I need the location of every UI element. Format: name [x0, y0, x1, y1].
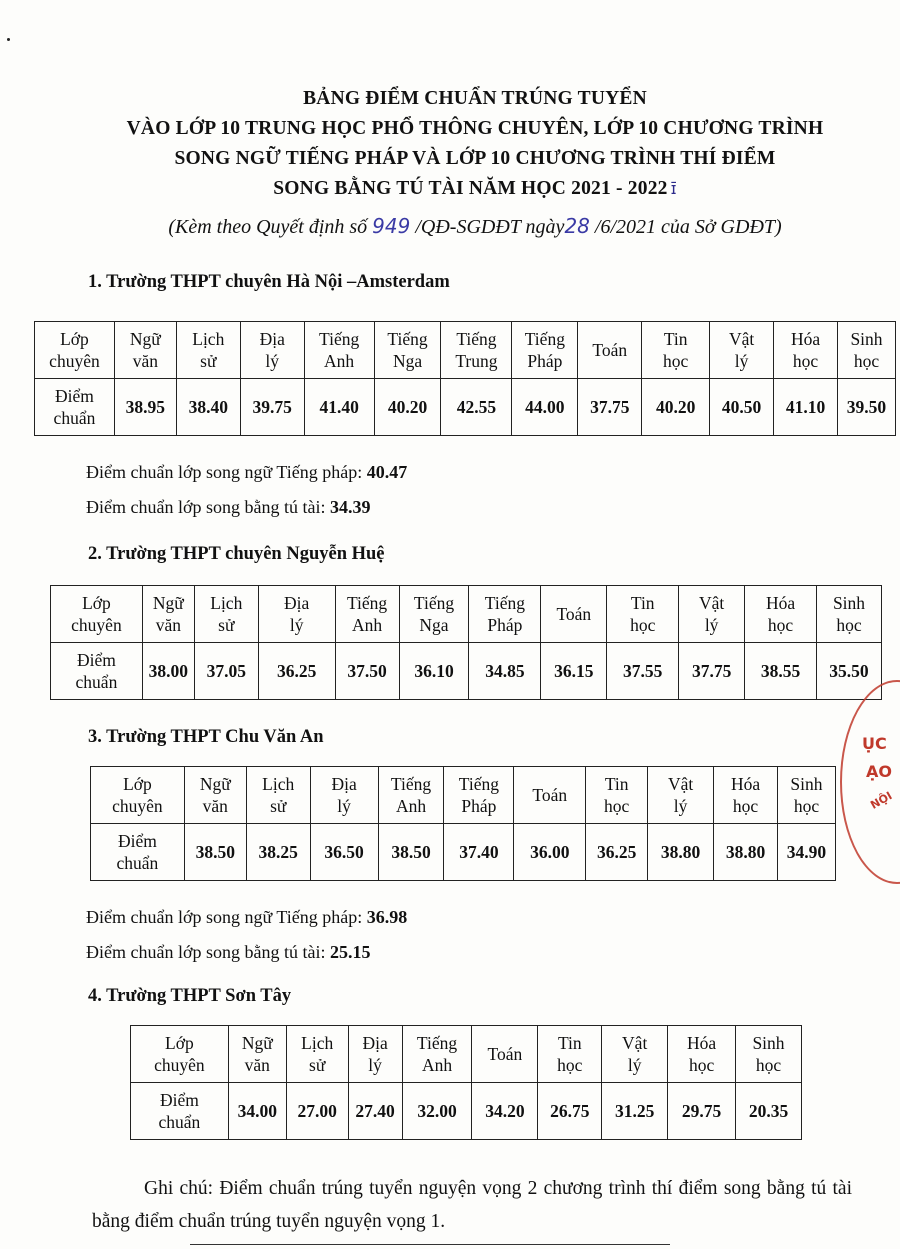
subject-header-cell: [648, 767, 714, 824]
subject-header-cell-line: Địa: [362, 1033, 388, 1053]
subject-header-cell-line: Tin: [663, 329, 688, 349]
subject-header-cell-line: Toán: [592, 340, 628, 360]
note-value: 40.47: [366, 462, 408, 482]
decision-number: 949: [372, 214, 411, 238]
title-line-1: BẢNG ĐIỂM CHUẨN TRÚNG TUYỂN: [303, 88, 647, 109]
subject-header-cell-line: học: [557, 1055, 583, 1075]
subject-header-cell-line: văn: [244, 1055, 270, 1075]
school-3-heading: 3. Trường THPT Chu Văn An: [88, 727, 324, 747]
subject-header-cell: [142, 586, 194, 643]
title-line-4: SONG BẰNG TÚ TÀI NĂM HỌC 2021 - 2022: [273, 178, 668, 199]
subject-header-cell: [378, 767, 444, 824]
score-cell: 37.50: [335, 643, 399, 700]
score-cell: 26.75: [538, 1083, 602, 1140]
decision-mid: /QĐ-SGDĐT ngày: [410, 216, 565, 238]
scan-speck: [7, 38, 10, 41]
subject-header-cell-line: Anh: [395, 796, 427, 816]
subject-header-cell-line: sử: [200, 351, 217, 371]
document-title: [60, 84, 890, 204]
score-cell: 38.80: [648, 824, 714, 881]
score-label-cell-line: Điểm: [76, 650, 116, 670]
row-header-cell: [51, 586, 143, 643]
closing-rule: [190, 1244, 670, 1245]
score-cell: 40.50: [710, 379, 774, 436]
score-cell: 36.50: [310, 824, 378, 881]
score-cell: 36.00: [514, 824, 586, 881]
row-header-cell: [35, 322, 115, 379]
subject-header-cell-line: Tiếng: [484, 593, 526, 613]
subject-header-cell-line: lý: [289, 615, 304, 635]
subject-header-cell: [514, 767, 586, 824]
subject-header-cell-line: Tiếng: [387, 329, 428, 349]
score-cell: 27.40: [348, 1083, 402, 1140]
handwritten-mark: ɪ̄: [670, 179, 677, 198]
subject-header-cell-line: sử: [270, 796, 287, 816]
subject-header-cell: [837, 322, 895, 379]
note-label: Điểm chuẩn lớp song bằng tú tài:: [86, 942, 330, 962]
score-label-cell-line: Điểm: [55, 386, 94, 406]
subject-header-cell-line: Tiếng: [456, 329, 497, 349]
score-cell: 34.85: [469, 643, 541, 700]
subject-header-cell: [310, 767, 378, 824]
subject-header-cell-line: Tiếng: [416, 1033, 458, 1053]
decision-post: /6/2021 của Sở GDĐT): [589, 216, 782, 238]
subject-header-cell-line: Hóa: [765, 593, 796, 613]
score-label-cell-line: chuẩn: [158, 1112, 201, 1132]
score-cell: 37.55: [607, 643, 679, 700]
subject-header-cell-line: Tiếng: [413, 593, 455, 613]
subject-header-cell: [607, 586, 679, 643]
score-label-cell: [131, 1083, 229, 1140]
subject-header-cell-line: Vật: [622, 1033, 648, 1053]
subject-header-cell-line: Ngữ: [199, 774, 231, 794]
score-cell: 38.95: [114, 379, 176, 436]
stamp-text-2: ẠO: [866, 762, 892, 781]
subject-header-cell-line: Ngữ: [129, 329, 161, 349]
note-value: 36.98: [366, 907, 408, 927]
score-cell: 41.40: [304, 379, 374, 436]
row-header-cell-line: chuyên: [154, 1055, 205, 1075]
final-note-text: Ghi chú: Điểm chuẩn trúng tuyển nguyện vọng 2 chương trình thí điểm song bằng tú tài bằng điểm chuẩn trúng tuyển nguyện vọng 1.: [92, 1178, 852, 1232]
row-header-cell: [131, 1026, 229, 1083]
subject-header-cell-line: học: [792, 351, 819, 371]
stamp-text-1: ỤC: [862, 734, 887, 753]
subject-header-cell-line: học: [604, 796, 630, 816]
score-cell: 32.00: [402, 1083, 472, 1140]
row-header-cell: [91, 767, 185, 824]
title-line-2: VÀO LỚP 10 TRUNG HỌC PHỔ THÔNG CHUYÊN, LỚP 10 CHƯƠNG TRÌNH: [126, 118, 824, 139]
score-cell: 41.10: [774, 379, 838, 436]
subject-header-cell-line: Pháp: [461, 796, 497, 816]
score-cell: 34.90: [777, 824, 835, 881]
subject-header-cell: [679, 586, 745, 643]
subject-header-cell: [304, 322, 374, 379]
subject-header-cell-line: học: [663, 351, 689, 371]
school-3-score-table: [90, 766, 836, 881]
score-cell: 38.80: [714, 824, 778, 881]
school-1-note-baccalaureate: [86, 497, 370, 518]
subject-header-cell-line: học: [793, 796, 820, 816]
subject-header-cell-line: lý: [265, 351, 280, 371]
subject-header-cell-line: văn: [202, 796, 228, 816]
subject-header-cell-line: sử: [309, 1055, 326, 1075]
note-label: Điểm chuẩn lớp song ngữ Tiếng pháp:: [86, 907, 367, 927]
score-label-cell: [91, 824, 185, 881]
score-cell: 38.40: [176, 379, 240, 436]
score-cell: 42.55: [441, 379, 512, 436]
score-cell: 38.25: [246, 824, 310, 881]
subject-header-cell-line: lý: [627, 1055, 642, 1075]
note-value: 25.15: [329, 942, 371, 962]
score-cell: 37.75: [679, 643, 745, 700]
subject-header-cell: [512, 322, 578, 379]
subject-header-cell-line: Địa: [331, 774, 357, 794]
subject-header-cell-line: Pháp: [487, 615, 523, 635]
subject-header-cell: [642, 322, 710, 379]
subject-header-cell-line: học: [836, 615, 862, 635]
score-cell: 31.25: [602, 1083, 668, 1140]
score-cell: 38.50: [378, 824, 444, 881]
subject-header-cell: [816, 586, 881, 643]
score-cell: 38.00: [142, 643, 194, 700]
decision-reference: [60, 214, 890, 239]
subject-header-cell-line: Toán: [556, 604, 592, 624]
note-label: Điểm chuẩn lớp song ngữ Tiếng pháp:: [86, 462, 367, 482]
subject-header-cell-line: Sinh: [850, 329, 883, 349]
subject-header-cell-line: Toán: [487, 1044, 523, 1064]
subject-header-cell: [444, 767, 514, 824]
row-header-cell-line: Lớp: [82, 593, 111, 613]
school-1-note-bilingual: [86, 462, 407, 483]
subject-header-cell-line: Anh: [324, 351, 355, 371]
subject-header-cell: [348, 1026, 402, 1083]
score-cell: 37.05: [194, 643, 258, 700]
subject-header-cell-line: lý: [368, 1055, 382, 1075]
score-cell: 34.20: [472, 1083, 538, 1140]
subject-header-cell: [469, 586, 541, 643]
score-cell: 36.15: [541, 643, 607, 700]
score-label-cell: [51, 643, 143, 700]
subject-header-cell-line: Pháp: [527, 351, 563, 371]
subject-header-cell: [578, 322, 642, 379]
subject-header-cell-line: Tiếng: [319, 329, 360, 349]
subject-header-cell-line: Tiếng: [390, 774, 432, 794]
subject-header-cell-line: học: [853, 351, 880, 371]
school-1-score-table: [34, 321, 896, 436]
title-line-3: SONG NGỮ TIẾNG PHÁP VÀ LỚP 10 CHƯƠNG TRÌNH THÍ ĐIỂM: [174, 148, 776, 169]
final-note: [92, 1172, 852, 1238]
stamp-text-3: NỘI: [868, 789, 895, 812]
subject-header-cell: [774, 322, 838, 379]
stamp-ring: [840, 680, 900, 884]
score-label-cell-line: chuẩn: [75, 672, 118, 692]
row-header-cell-line: chuyên: [112, 796, 163, 816]
score-cell: 39.75: [240, 379, 304, 436]
subject-header-cell: [335, 586, 399, 643]
score-label-cell-line: chuẩn: [53, 408, 96, 428]
subject-header-cell-line: lý: [673, 796, 688, 816]
subject-header-cell-line: Toán: [532, 785, 568, 805]
school-4-score-table: [130, 1025, 802, 1140]
subject-header-cell-line: Hóa: [730, 774, 761, 794]
subject-header-cell-line: lý: [704, 615, 719, 635]
subject-header-cell-line: học: [732, 796, 759, 816]
subject-header-cell-line: Trung: [455, 351, 498, 371]
subject-header-cell-line: Vật: [698, 593, 725, 613]
score-cell: 35.50: [816, 643, 881, 700]
subject-header-cell: [240, 322, 304, 379]
subject-header-cell: [194, 586, 258, 643]
subject-header-cell-line: Hóa: [790, 329, 821, 349]
subject-header-cell-line: Anh: [352, 615, 383, 635]
school-3-note-bilingual: [86, 907, 407, 928]
note-value: 34.39: [329, 497, 371, 517]
school-2-score-table: [50, 585, 882, 700]
score-cell: 36.10: [399, 643, 469, 700]
score-cell: 39.50: [837, 379, 895, 436]
subject-header-cell-line: học: [767, 615, 794, 635]
score-cell: 40.20: [642, 379, 710, 436]
score-cell: 44.00: [512, 379, 578, 436]
subject-header-cell: [374, 322, 441, 379]
subject-header-cell-line: Lịch: [192, 329, 225, 349]
subject-header-cell: [402, 1026, 472, 1083]
decision-day: 28: [564, 214, 590, 238]
score-cell: 29.75: [668, 1083, 736, 1140]
school-4-heading: 4. Trường THPT Sơn Tây: [88, 986, 292, 1006]
score-cell: 37.75: [578, 379, 642, 436]
row-header-cell-line: chuyên: [71, 615, 122, 635]
title-line-4-wrap: [60, 174, 890, 204]
subject-header-cell-line: Ngữ: [152, 593, 184, 613]
subject-header-cell: [710, 322, 774, 379]
score-cell: 36.25: [258, 643, 335, 700]
row-header-cell-line: Lớp: [60, 329, 89, 349]
subject-header-cell: [602, 1026, 668, 1083]
subject-header-cell-line: Tin: [630, 593, 655, 613]
school-1-heading: 1. Trường THPT chuyên Hà Nội –Amsterdam: [88, 272, 450, 292]
subject-header-cell-line: Tiếng: [346, 593, 388, 613]
score-cell: 34.00: [228, 1083, 286, 1140]
subject-header-cell-line: văn: [132, 351, 158, 371]
subject-header-cell-line: lý: [734, 351, 749, 371]
subject-header-cell: [736, 1026, 802, 1083]
subject-header-cell: [246, 767, 310, 824]
subject-header-cell: [399, 586, 469, 643]
score-cell: 20.35: [736, 1083, 802, 1140]
subject-header-cell-line: Tin: [604, 774, 629, 794]
subject-header-cell-line: Địa: [284, 593, 310, 613]
subject-header-cell-line: học: [755, 1055, 782, 1075]
official-stamp-fragment: [850, 720, 900, 840]
subject-header-cell-line: sử: [218, 615, 235, 635]
subject-header-cell-line: Anh: [421, 1055, 453, 1075]
subject-header-cell-line: Nga: [392, 351, 423, 371]
school-2-heading: 2. Trường THPT chuyên Nguyễn Huệ: [88, 544, 385, 564]
subject-header-cell: [586, 767, 648, 824]
score-cell: 38.55: [745, 643, 817, 700]
score-label-cell-line: chuẩn: [116, 853, 159, 873]
score-label-cell-line: Điểm: [117, 831, 157, 851]
note-label: Điểm chuẩn lớp song bằng tú tài:: [86, 497, 330, 517]
subject-header-cell-line: học: [630, 615, 656, 635]
subject-header-cell-line: Nga: [419, 615, 449, 635]
subject-header-cell-line: Lịch: [301, 1033, 334, 1053]
row-header-cell-line: chuyên: [49, 351, 100, 371]
row-header-cell-line: Lớp: [165, 1033, 194, 1053]
score-label-cell: [35, 379, 115, 436]
subject-header-cell: [114, 322, 176, 379]
row-header-cell-line: Lớp: [123, 774, 152, 794]
subject-header-cell: [258, 586, 335, 643]
subject-header-cell-line: Tiếng: [524, 329, 565, 349]
subject-header-cell-line: Lịch: [210, 593, 243, 613]
subject-header-cell: [441, 322, 512, 379]
subject-header-cell-line: Sinh: [790, 774, 823, 794]
subject-header-cell-line: Lịch: [262, 774, 295, 794]
subject-header-cell-line: Địa: [259, 329, 285, 349]
subject-header-cell: [472, 1026, 538, 1083]
decision-pre: (Kèm theo Quyết định số: [168, 216, 373, 238]
school-3-note-baccalaureate: [86, 942, 370, 963]
subject-header-cell-line: Vật: [667, 774, 694, 794]
subject-header-cell-line: Tiếng: [458, 774, 500, 794]
subject-header-cell-line: Hóa: [687, 1033, 717, 1053]
subject-header-cell: [286, 1026, 348, 1083]
score-cell: 38.50: [184, 824, 246, 881]
subject-header-cell-line: lý: [337, 796, 351, 816]
subject-header-cell: [541, 586, 607, 643]
score-cell: 37.40: [444, 824, 514, 881]
score-cell: 40.20: [374, 379, 441, 436]
subject-header-cell: [538, 1026, 602, 1083]
subject-header-cell: [228, 1026, 286, 1083]
subject-header-cell-line: học: [688, 1055, 715, 1075]
subject-header-cell-line: Ngữ: [241, 1033, 273, 1053]
subject-header-cell: [668, 1026, 736, 1083]
subject-header-cell: [745, 586, 817, 643]
subject-header-cell-line: Sinh: [752, 1033, 785, 1053]
subject-header-cell: [777, 767, 835, 824]
subject-header-cell: [714, 767, 778, 824]
subject-header-cell: [184, 767, 246, 824]
score-cell: 27.00: [286, 1083, 348, 1140]
subject-header-cell-line: Tin: [557, 1033, 582, 1053]
score-label-cell-line: Điểm: [159, 1090, 199, 1110]
subject-header-cell-line: văn: [155, 615, 181, 635]
score-cell: 36.25: [586, 824, 648, 881]
subject-header-cell: [176, 322, 240, 379]
subject-header-cell-line: Sinh: [832, 593, 866, 613]
subject-header-cell-line: Vật: [728, 329, 755, 349]
